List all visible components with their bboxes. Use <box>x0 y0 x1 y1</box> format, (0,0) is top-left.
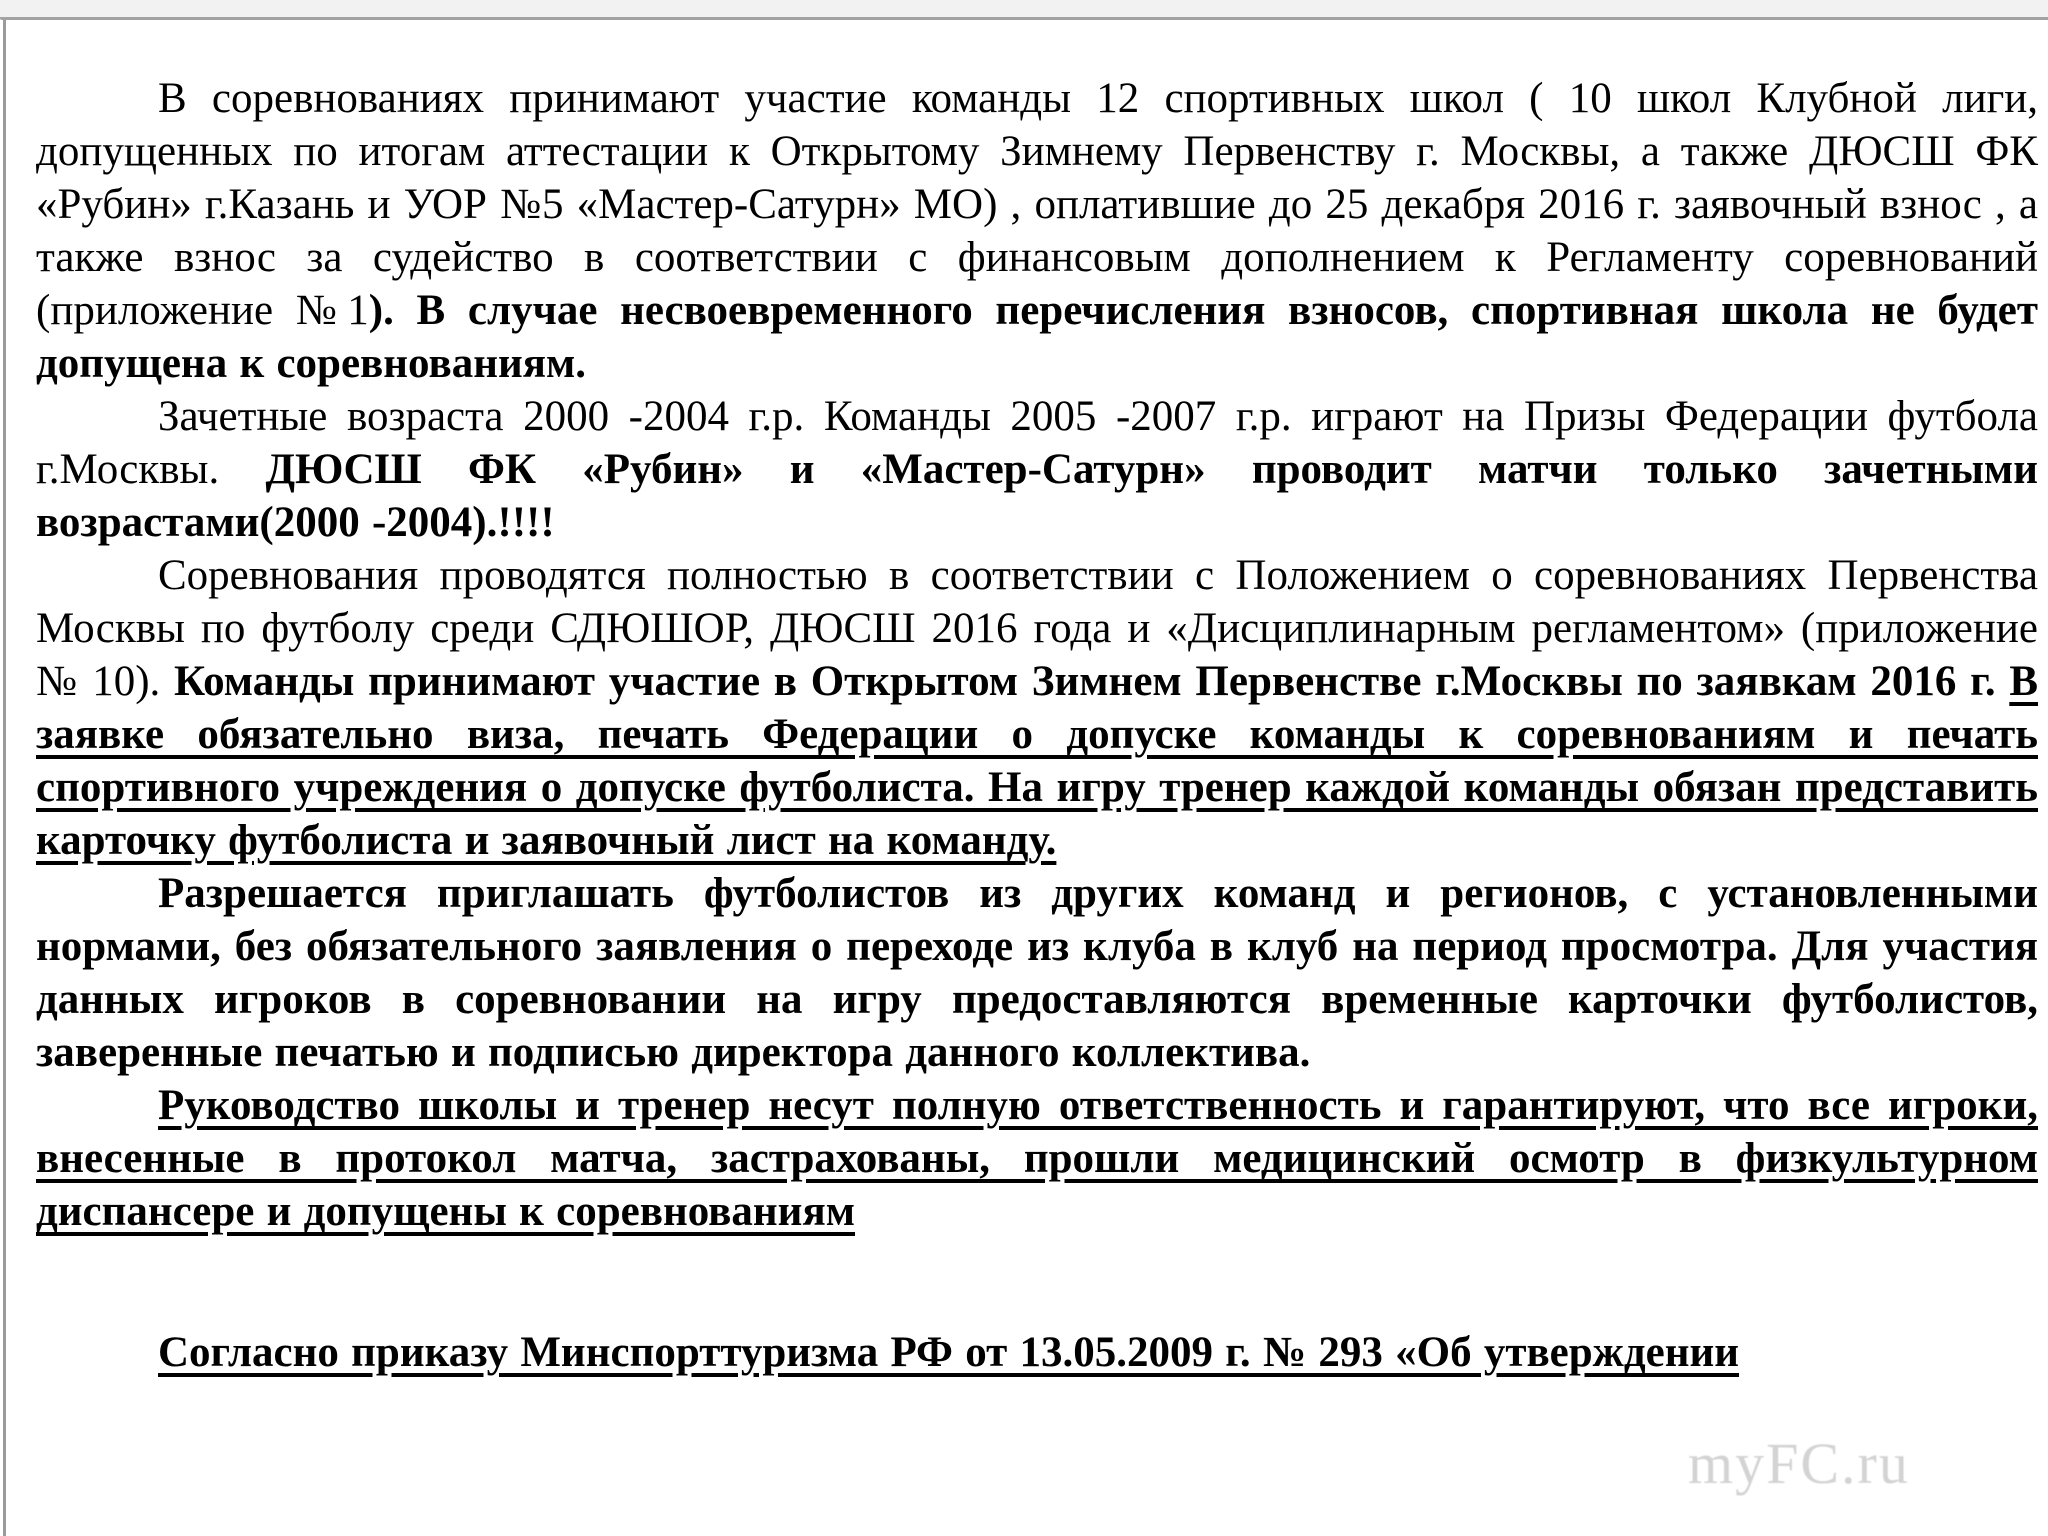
text-run-bold-underline: Руководство школы и тренер несут полную ответственность и гарантируют, что все игроки, внесенные в протокол матча, застрахованы, прошли медицинский осмотр в физкультурном диспансере и допущены к соревнованиям <box>36 1082 2038 1235</box>
text-run-bold: ДЮСШ ФК «Рубин» и «Мастер-Сатурн» проводит матчи только зачетными возрастами(2000 -2004).!!!! <box>36 446 2038 546</box>
text-run: Зачетные возраста 2000 -2004 г.р. Команды 2005 -2007 г.р. играют на Призы Федерации футбола г.Москвы. <box>36 393 2038 493</box>
page-left-border <box>3 20 6 1536</box>
text-run-bold: Разрешается приглашать футболистов из других команд и регионов, с установленными нормами, без обязательного заявления о переходе из клуба в клуб на период просмотра. Для участия данных игроков в соревновании на игру предоставляются временные карточки футболистов, заверенные печатью и подписью директора данного коллектива. <box>36 870 2038 1076</box>
text-run-bold-underline: Согласно приказу Минспорттуризма РФ от 13.05.2009 г. № 293 «Об утверждении <box>158 1329 1740 1376</box>
text-run-bold: ). В случае несвоевременного перечисления взносов, спортивная школа не будет допущена к соревнованиям. <box>36 287 2039 387</box>
paragraph-invitations <box>36 867 2038 1079</box>
text-run: В соревнованиях принимают участие команды 12 спортивных школ ( 10 школ Клубной лиги, допущенных по итогам аттестации к Открытому Зимнему Первенству г. Москвы, а также ДЮСШ ФК «Рубин» г.Казань и УОР №5 «Мастер-Сатурн» МО) , оплатившие до 25 декабря 2016 г. заявочный взнос , а также взнос за судейство в соответствии с финансовым дополнением к Регламенту соревнований (приложение №1 <box>36 75 2038 334</box>
paragraph-ages <box>36 390 2038 549</box>
document-page <box>8 20 2044 1379</box>
watermark: myFC.ru <box>1688 1431 1910 1496</box>
text-run-bold-underline: В заявке обязательно виза, печать Федерации о допуске команды к соревнованиям и печать спортивного учреждения о допуске футболиста. На игру тренер каждой команды обязан представить карточку футболиста и заявочный лист на команду. <box>36 658 2038 864</box>
paragraph-regulations <box>36 549 2038 867</box>
page-top-border <box>0 0 2048 20</box>
text-run-bold: Команды принимают участие в Открытом Зимнем Первенстве г.Москвы по заявкам 2016 г. <box>174 658 2010 705</box>
paragraph-order <box>36 1326 2038 1379</box>
paragraph-responsibility <box>36 1079 2038 1238</box>
text-run: Соревнования проводятся полностью в соответствии с Положением о соревнованиях Первенства Москвы по футболу среди СДЮШОР, ДЮСШ 2016 года и «Дисциплинарным регламентом» (приложение № 10). <box>36 552 2038 705</box>
paragraph-teams <box>36 72 2038 390</box>
